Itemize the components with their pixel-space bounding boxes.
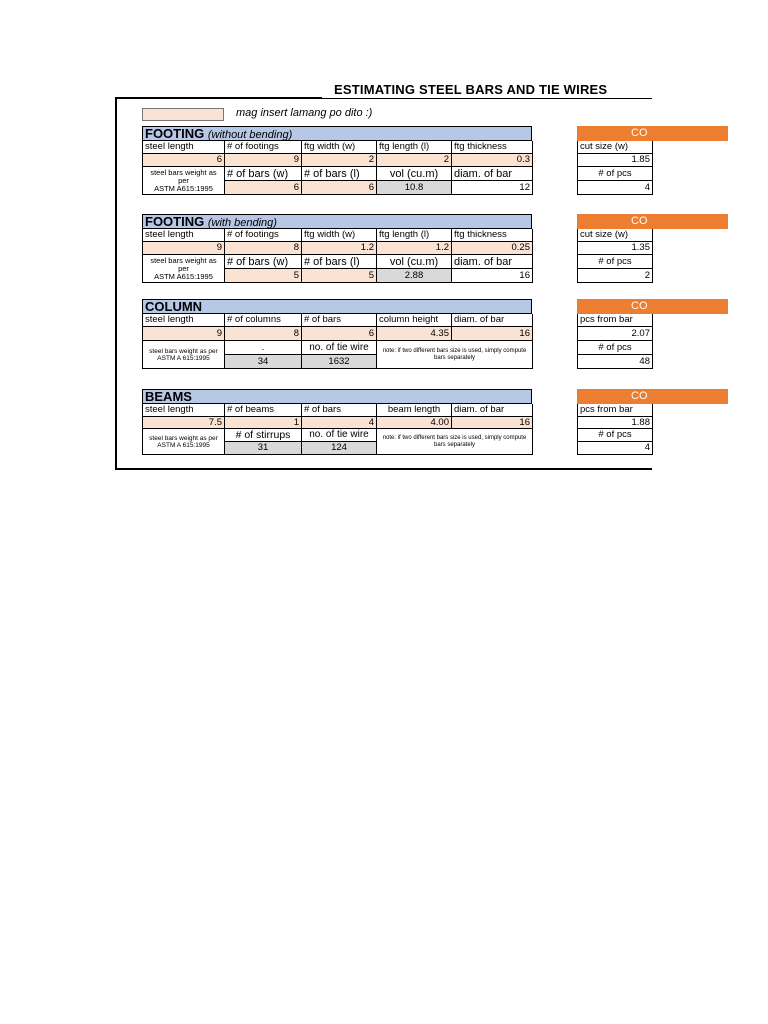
cell-label: diam. of bar (452, 314, 533, 327)
beams-table (142, 404, 532, 455)
bars-l-input[interactable]: 6 (302, 181, 377, 195)
cell-label: diam. of bar (452, 255, 533, 269)
weight-label-text: steel bars weight as per (150, 167, 217, 185)
steel-length-input[interactable]: 9 (143, 242, 225, 255)
weight-std-text: ASTM A615:1995 (154, 271, 213, 281)
bars-l-input[interactable]: 5 (302, 269, 377, 283)
footing-no-bending-header (142, 126, 532, 141)
footing-bending-subtitle: (with bending) (207, 217, 277, 229)
num-columns-input[interactable]: 8 (225, 327, 302, 341)
bar-diameter-value: 16 (452, 269, 533, 283)
tie-wire-value: 1632 (302, 355, 377, 369)
result-label: # of pcs (578, 341, 653, 355)
weight-standard-label (143, 167, 225, 195)
cell-label: # of beams (225, 404, 302, 417)
cell-label: steel length (143, 229, 225, 242)
cell-label: ftg width (w) (302, 141, 377, 154)
cell-label: # of bars (l) (302, 167, 377, 181)
beams-header (142, 389, 532, 404)
bar-diameter-input[interactable]: 16 (452, 417, 533, 429)
weight-std-text: ASTM A 615:1995 (157, 441, 210, 449)
beam-length-input[interactable]: 4.00 (377, 417, 452, 429)
footing-bending-table (142, 229, 532, 283)
weight-standard-label (143, 255, 225, 283)
result-label: pcs from bar (578, 314, 653, 327)
cell-label: steel length (143, 141, 225, 154)
beams-title: BEAMS (145, 389, 192, 404)
cell-label: # of footings (225, 229, 302, 242)
num-footings-input[interactable]: 8 (225, 242, 302, 255)
page-title: ESTIMATING STEEL BARS AND TIE WIRES (334, 82, 608, 97)
bars-w-input[interactable]: 6 (225, 181, 302, 195)
cell-label: diam. of bar (452, 404, 533, 417)
input-legend-text: mag insert lamang po dito :) (236, 107, 373, 119)
result-value: 48 (578, 355, 653, 369)
result-label: # of pcs (578, 429, 653, 442)
beams-result (577, 404, 652, 455)
cell-label: # of bars (302, 314, 377, 327)
bar-diameter-value: 12 (452, 181, 533, 195)
result-label: # of pcs (578, 167, 653, 181)
beams-note: note: if two different bars size is used, simply compute bars separately (377, 429, 533, 455)
steel-length-input[interactable]: 7.5 (143, 417, 225, 429)
ftg-width-input[interactable]: 1.2 (302, 242, 377, 255)
ftg-thickness-input[interactable]: 0.3 (452, 154, 533, 167)
column-title: COLUMN (145, 299, 203, 314)
ftg-thickness-input[interactable]: 0.25 (452, 242, 533, 255)
result-label: pcs from bar (578, 404, 653, 417)
footing-bending-header (142, 214, 532, 229)
bars-w-input[interactable]: 5 (225, 269, 302, 283)
input-legend-swatch (142, 108, 224, 121)
tie-wire-value: 124 (302, 442, 377, 455)
ftg-length-input[interactable]: 2 (377, 154, 452, 167)
weight-label-text: steel bars weight as per (149, 347, 218, 355)
column-co-header: CO (577, 299, 728, 314)
ftg-length-input[interactable]: 1.2 (377, 242, 452, 255)
result-value: 2 (578, 269, 653, 283)
result-value: 1.85 (578, 154, 653, 167)
result-label: # of pcs (578, 255, 653, 269)
footing-no-bending-subtitle: (without bending) (207, 129, 293, 141)
frame-top-border (115, 97, 322, 99)
weight-label-text: steel bars weight as per (149, 434, 218, 442)
cell-label: # of bars (302, 404, 377, 417)
cell-label: vol (cu.m) (377, 167, 452, 181)
result-label: cut size (w) (578, 229, 653, 242)
cell-label: # of bars (l) (302, 255, 377, 269)
stirrups-value: 31 (225, 442, 302, 455)
cell-label: ftg thickness (452, 141, 533, 154)
num-footings-input[interactable]: 9 (225, 154, 302, 167)
cell-label: # of bars (w) (225, 167, 302, 181)
result-value: 2.07 (578, 327, 653, 341)
result-value: 4 (578, 181, 653, 195)
result-value: 1.35 (578, 242, 653, 255)
result-label: cut size (w) (578, 141, 653, 154)
cell-label: ftg thickness (452, 229, 533, 242)
volume-value: 2.88 (377, 269, 452, 283)
column-height-input[interactable]: 4.35 (377, 327, 452, 341)
steel-length-input[interactable]: 6 (143, 154, 225, 167)
footing-bending-result (577, 229, 652, 283)
cell-label: # of stirrups (225, 429, 302, 442)
num-bars-input[interactable]: 6 (302, 327, 377, 341)
cell-label: steel length (143, 404, 225, 417)
column-header (142, 299, 532, 314)
result-value: 4 (578, 442, 653, 455)
bar-diameter-input[interactable]: 16 (452, 327, 533, 341)
footing-no-bending-table (142, 141, 532, 195)
column-note: note: if two different bars size is used, simply compute bars separately (377, 341, 533, 369)
footing-bending-co-header: CO (577, 214, 728, 229)
steel-length-input[interactable]: 9 (143, 327, 225, 341)
cell-label: no. of tie wire (302, 429, 377, 442)
footing-no-bending-result (577, 141, 652, 195)
beams-co-header: CO (577, 389, 728, 404)
cell-label: # of columns (225, 314, 302, 327)
footing-no-bending-co-header: CO (577, 126, 728, 141)
footing-no-bending-title: FOOTING (145, 126, 205, 141)
footing-bending-title: FOOTING (145, 214, 205, 229)
cell-label: column height (377, 314, 452, 327)
ftg-width-input[interactable]: 2 (302, 154, 377, 167)
weight-standard-label (143, 429, 225, 455)
cell-label: ftg length (l) (377, 229, 452, 242)
num-beams-input[interactable]: 1 (225, 417, 302, 429)
weight-label-text: steel bars weight as per (150, 255, 217, 273)
weight-standard-label (143, 341, 225, 369)
cell-label: no. of tie wire (302, 341, 377, 355)
frame-bottom-border (115, 468, 652, 470)
column-table (142, 314, 532, 369)
cell-label: diam. of bar (452, 167, 533, 181)
column-result (577, 314, 652, 369)
cell-label: . (225, 341, 302, 355)
weight-std-text: ASTM A615:1995 (154, 183, 213, 193)
volume-value: 10.8 (377, 181, 452, 195)
stirrups-value: 34 (225, 355, 302, 369)
num-bars-input[interactable]: 4 (302, 417, 377, 429)
result-value: 1.88 (578, 417, 653, 429)
cell-label: beam length (377, 404, 452, 417)
title-underline (322, 98, 652, 99)
cell-label: ftg width (w) (302, 229, 377, 242)
cell-label: # of bars (w) (225, 255, 302, 269)
cell-label: ftg length (l) (377, 141, 452, 154)
frame-left-border (115, 97, 117, 470)
cell-label: steel length (143, 314, 225, 327)
cell-label: # of footings (225, 141, 302, 154)
weight-std-text: ASTM A 615:1995 (157, 354, 210, 362)
cell-label: vol (cu.m) (377, 255, 452, 269)
